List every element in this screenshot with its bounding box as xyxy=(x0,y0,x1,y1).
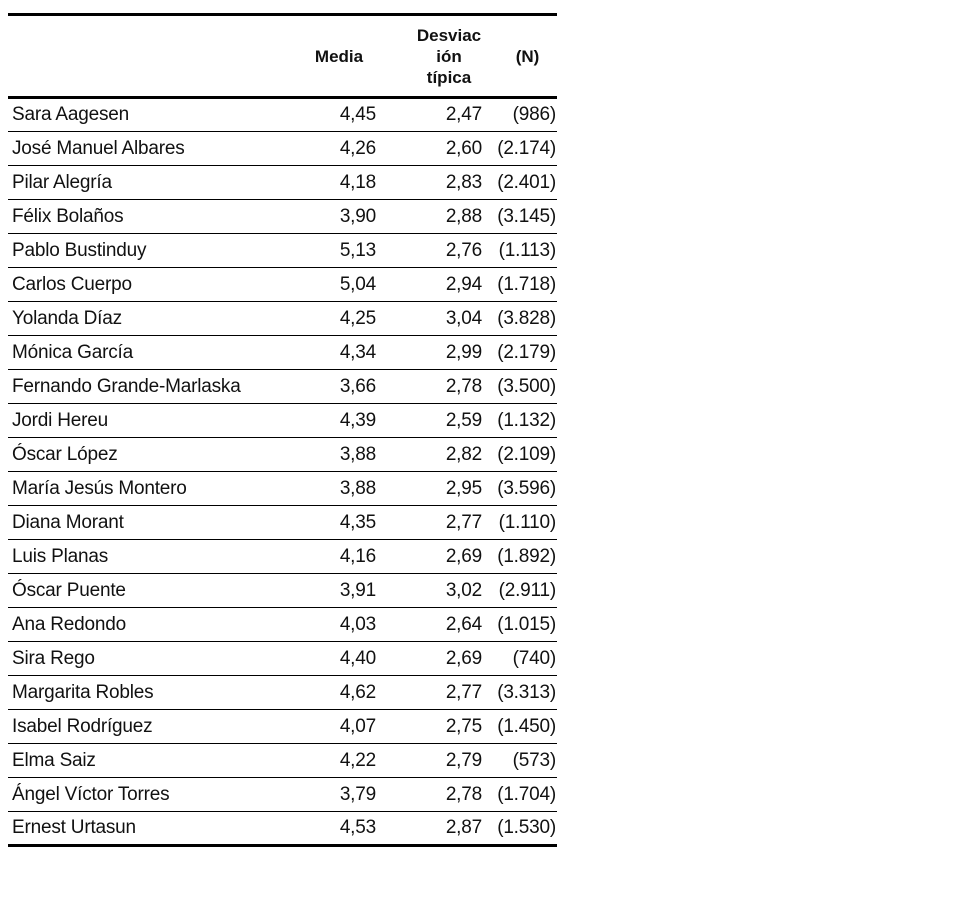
header-std-deviation-line-3: típica xyxy=(426,67,472,87)
media-value: 4,34 xyxy=(339,341,376,363)
minister-name: José Manuel Albares xyxy=(12,137,185,159)
std-deviation-value: 3,04 xyxy=(445,307,482,329)
table-row xyxy=(8,268,557,302)
table-row xyxy=(8,812,557,846)
media-value: 4,25 xyxy=(339,307,376,329)
table-row xyxy=(8,132,557,166)
n-value: (3.828) xyxy=(497,307,556,329)
table-row xyxy=(8,710,557,744)
table-row xyxy=(8,166,557,200)
std-deviation-value: 2,79 xyxy=(445,749,482,771)
table-row xyxy=(8,778,557,812)
media-value: 4,22 xyxy=(339,749,376,771)
media-value: 4,16 xyxy=(339,545,376,567)
n-value: (3.145) xyxy=(497,205,556,227)
minister-name: Sira Rego xyxy=(12,647,95,669)
n-value: (573) xyxy=(512,749,556,771)
n-value: (1.110) xyxy=(498,511,556,533)
minister-name: Diana Morant xyxy=(12,511,124,533)
std-deviation-value: 2,69 xyxy=(445,545,482,567)
n-value: (1.718) xyxy=(497,273,556,295)
table-row xyxy=(8,574,557,608)
n-value: (1.704) xyxy=(497,783,556,805)
header-media: Media xyxy=(314,46,364,66)
media-value: 5,04 xyxy=(339,273,376,295)
table-row xyxy=(8,336,557,370)
header-n: (N) xyxy=(515,46,540,66)
table-row xyxy=(8,676,557,710)
n-value: (740) xyxy=(512,647,556,669)
minister-name: Elma Saiz xyxy=(12,749,96,771)
minister-name: Ana Redondo xyxy=(12,613,127,635)
std-deviation-value: 2,77 xyxy=(445,511,482,533)
std-deviation-value: 2,59 xyxy=(445,409,482,431)
table-row xyxy=(8,506,557,540)
minister-name: Fernando Grande-Marlaska xyxy=(12,375,241,397)
std-deviation-value: 3,02 xyxy=(445,579,482,601)
minister-name: Pablo Bustinduy xyxy=(12,239,147,261)
std-deviation-value: 2,64 xyxy=(445,613,482,635)
media-value: 4,40 xyxy=(339,647,376,669)
n-value: (3.596) xyxy=(497,477,556,499)
minister-name: Sara Aagesen xyxy=(12,104,129,125)
minister-name: Carlos Cuerpo xyxy=(12,273,132,295)
minister-name: Ernest Urtasun xyxy=(12,817,136,838)
minister-name: Óscar López xyxy=(12,443,118,465)
minister-name: Yolanda Díaz xyxy=(12,307,122,329)
minister-name: Isabel Rodríguez xyxy=(12,715,153,737)
minister-name: Margarita Robles xyxy=(12,681,154,703)
n-value: (3.500) xyxy=(497,375,556,397)
n-value: (2.174) xyxy=(497,137,556,159)
std-deviation-value: 2,94 xyxy=(445,273,482,295)
media-value: 4,07 xyxy=(339,715,376,737)
n-value: (986) xyxy=(512,104,556,125)
std-deviation-value: 2,69 xyxy=(445,647,482,669)
media-value: 4,62 xyxy=(339,681,376,703)
std-deviation-value: 2,76 xyxy=(445,239,482,261)
table-row xyxy=(8,608,557,642)
n-value: (2.179) xyxy=(497,341,556,363)
table-row xyxy=(8,540,557,574)
minister-name: María Jesús Montero xyxy=(12,477,187,499)
table-row xyxy=(8,98,557,132)
table-row xyxy=(8,642,557,676)
header-name xyxy=(8,15,276,98)
media-value: 3,66 xyxy=(339,375,376,397)
std-deviation-value: 2,77 xyxy=(445,681,482,703)
std-deviation-value: 2,87 xyxy=(445,817,482,838)
media-value: 4,18 xyxy=(339,171,376,193)
media-value: 3,91 xyxy=(339,579,376,601)
ratings-table-container xyxy=(8,13,557,847)
media-value: 3,88 xyxy=(339,443,376,465)
table-row xyxy=(8,302,557,336)
table-header xyxy=(8,15,557,98)
n-value: (3.313) xyxy=(497,681,556,703)
std-deviation-value: 2,75 xyxy=(445,715,482,737)
table-row xyxy=(8,472,557,506)
table-row xyxy=(8,200,557,234)
media-value: 4,39 xyxy=(339,409,376,431)
table-body xyxy=(8,98,557,846)
minister-name: Jordi Hereu xyxy=(12,409,109,431)
minister-name: Pilar Alegría xyxy=(12,171,112,193)
std-deviation-value: 2,78 xyxy=(445,375,482,397)
media-value: 4,53 xyxy=(339,817,376,838)
std-deviation-value: 2,82 xyxy=(445,443,482,465)
std-deviation-value: 2,83 xyxy=(445,171,482,193)
table-row xyxy=(8,234,557,268)
media-value: 3,90 xyxy=(339,205,376,227)
n-value: (1.015) xyxy=(497,613,556,635)
media-value: 4,03 xyxy=(339,613,376,635)
table-row xyxy=(8,744,557,778)
header-std-deviation-line-1: Desviac xyxy=(416,25,482,45)
minister-name: Luis Planas xyxy=(12,545,109,567)
n-value: (2.911) xyxy=(498,579,556,601)
header-std-deviation-line-2: ión xyxy=(436,46,462,66)
std-deviation-value: 2,78 xyxy=(445,783,482,805)
n-value: (2.401) xyxy=(497,171,556,193)
header-row xyxy=(8,15,557,98)
n-value: (1.132) xyxy=(497,409,556,431)
minister-name: Ángel Víctor Torres xyxy=(12,783,170,805)
media-value: 4,45 xyxy=(339,104,376,125)
media-value: 5,13 xyxy=(339,239,376,261)
media-value: 3,88 xyxy=(339,477,376,499)
header-std-deviation xyxy=(382,15,486,98)
media-value: 4,26 xyxy=(339,137,376,159)
media-value: 3,79 xyxy=(339,783,376,805)
media-value: 4,35 xyxy=(339,511,376,533)
table-row xyxy=(8,370,557,404)
minister-name: Óscar Puente xyxy=(12,579,126,601)
minister-name: Félix Bolaños xyxy=(12,205,124,227)
table-row xyxy=(8,404,557,438)
ministers-ratings-table xyxy=(8,13,557,847)
std-deviation-value: 2,95 xyxy=(445,477,482,499)
std-deviation-value: 2,99 xyxy=(445,341,482,363)
n-value: (1.892) xyxy=(497,545,556,567)
std-deviation-value: 2,47 xyxy=(445,104,482,125)
table-row xyxy=(8,438,557,472)
n-value: (1.530) xyxy=(497,817,556,838)
n-value: (2.109) xyxy=(497,443,556,465)
minister-name: Mónica García xyxy=(12,341,133,363)
std-deviation-value: 2,88 xyxy=(445,205,482,227)
n-value: (1.450) xyxy=(497,715,556,737)
n-value: (1.113) xyxy=(498,239,556,261)
std-deviation-value: 2,60 xyxy=(445,137,482,159)
